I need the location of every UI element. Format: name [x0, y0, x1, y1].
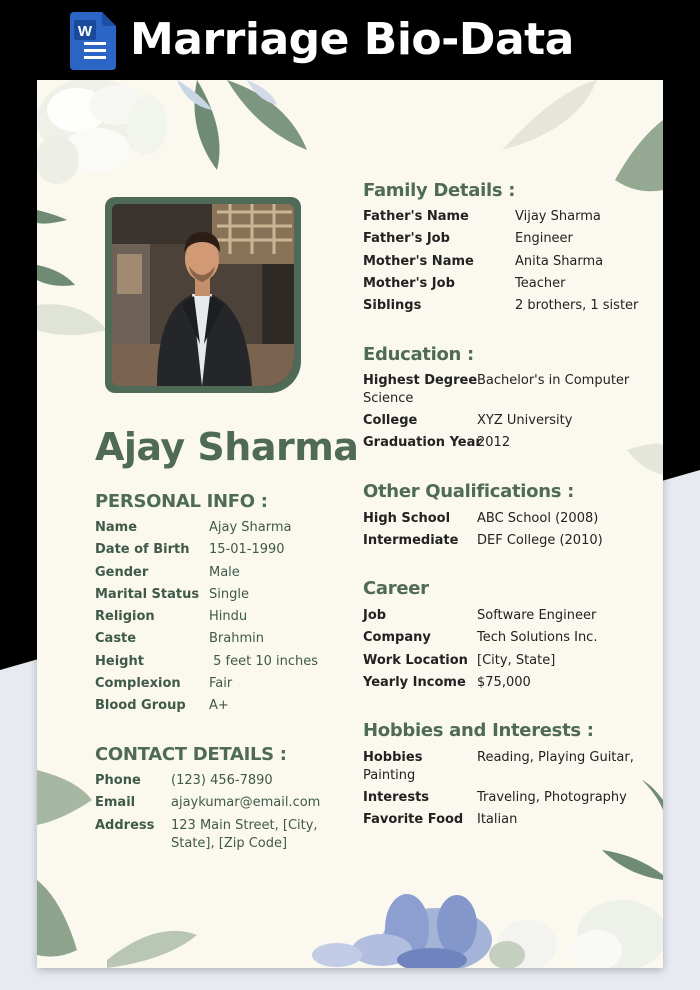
field-value: ABC School (2008) [477, 511, 599, 526]
email-value: ajaykumar@email.com [171, 795, 321, 811]
field-value: Anita Sharma [515, 253, 604, 269]
field-label: College [363, 413, 418, 428]
field-label: Mother's Name [363, 253, 474, 269]
field-value: Male [209, 564, 240, 580]
field-label: Interests [363, 790, 430, 805]
personal-info-list [95, 517, 345, 718]
personal-info-row [95, 651, 345, 673]
other-qualifications-heading: Other Qualifications : [363, 481, 575, 502]
personal-info-row [95, 562, 345, 584]
field-value: Tech Solutions Inc. [477, 630, 598, 646]
family-row [363, 273, 653, 295]
contact-details-heading: CONTACT DETAILS : [95, 744, 287, 765]
field-label: Marital Status [95, 586, 200, 602]
career-row [363, 627, 653, 649]
career-list [363, 605, 653, 694]
field-label: Complexion [95, 676, 181, 692]
field-value: Fair [209, 676, 233, 692]
field-value: DEF College (2010) [477, 533, 603, 549]
word-icon [70, 12, 116, 70]
profile-photo-image [112, 204, 294, 386]
field-value: 2012 [477, 435, 511, 451]
field-label: Religion [95, 609, 155, 625]
contact-row [95, 792, 355, 814]
biodata-document [37, 80, 663, 968]
field-label: Father's Job [363, 231, 450, 247]
field-label: Email [95, 795, 136, 811]
field-label: Mother's Job [363, 275, 455, 291]
profile-photo [112, 204, 294, 386]
field-value: 2 brothers, 1 sister [515, 298, 639, 314]
career-row [363, 605, 653, 627]
contact-row [95, 770, 355, 792]
field-label: Graduation Year [363, 435, 482, 451]
personal-info-row [95, 517, 345, 539]
field-label: Siblings [363, 298, 422, 314]
field-label: Company [363, 630, 431, 646]
field-label: Height [95, 653, 144, 669]
field-value: Italian [477, 812, 518, 828]
education-list [363, 370, 653, 455]
field-value: Hindu [209, 609, 248, 625]
field-label: Favorite Food [363, 812, 464, 828]
field-label: Hobbies [363, 750, 423, 765]
header-bar [0, 0, 700, 80]
field-value-line2: Science [363, 391, 414, 406]
field-value: Single [209, 586, 249, 602]
field-value: 5 feet 10 inches [209, 653, 319, 669]
field-label: Gender [95, 564, 149, 580]
field-value: Software Engineer [477, 608, 597, 623]
hobbies-row [363, 747, 653, 787]
page-title: Marriage Bio-Data [130, 14, 574, 65]
hobbies-list [363, 747, 653, 832]
family-details-list [363, 206, 653, 317]
hobbies-row [363, 787, 653, 809]
field-value: [City, State] [477, 652, 556, 668]
field-value: Vijay Sharma [515, 209, 601, 224]
address-value-line2: State], [Zip Code] [171, 835, 288, 851]
education-row [363, 410, 653, 432]
field-label: Job [363, 608, 387, 623]
field-value: A+ [209, 698, 229, 714]
career-row [363, 672, 653, 694]
personal-info-heading: PERSONAL INFO : [95, 491, 268, 512]
career-heading: Career [363, 578, 429, 599]
field-label: Date of Birth [95, 542, 190, 558]
field-value: Brahmin [209, 631, 264, 647]
family-row [363, 295, 653, 317]
phone-value: (123) 456-7890 [171, 773, 273, 788]
field-label: Caste [95, 631, 137, 647]
personal-info-row [95, 628, 345, 650]
field-label: Name [95, 520, 138, 535]
field-label: Yearly Income [363, 674, 466, 690]
field-label: Father's Name [363, 209, 469, 224]
personal-info-row [95, 673, 345, 695]
education-row [363, 370, 653, 410]
field-value: Teacher [515, 275, 566, 291]
field-value: Ajay Sharma [209, 520, 292, 535]
personal-info-row [95, 539, 345, 561]
field-label: Phone [95, 773, 141, 788]
field-label: Address [95, 817, 155, 833]
contact-details-list [95, 770, 355, 855]
qualification-row [363, 508, 653, 530]
field-value: Engineer [515, 231, 573, 247]
family-row [363, 206, 653, 228]
personal-info-row [95, 695, 345, 717]
qualification-row [363, 530, 653, 552]
personal-info-row [95, 606, 345, 628]
address-value: 123 Main Street, [City, [171, 817, 318, 833]
field-value: $75,000 [477, 674, 531, 690]
other-qualifications-list [363, 508, 653, 553]
field-value: 15-01-1990 [209, 542, 285, 558]
field-label: Intermediate [363, 533, 459, 549]
personal-info-row [95, 584, 345, 606]
education-row [363, 432, 653, 454]
field-label: Blood Group [95, 698, 186, 714]
field-value: XYZ University [477, 413, 573, 428]
hobbies-heading: Hobbies and Interests : [363, 720, 594, 741]
hobbies-row [363, 809, 653, 831]
field-value: Reading, Playing Guitar, [477, 750, 634, 765]
field-value-line2: Painting [363, 768, 416, 783]
word-icon-letter: W [77, 23, 93, 40]
family-row [363, 251, 653, 273]
field-label: Work Location [363, 652, 468, 668]
family-details-heading: Family Details : [363, 180, 516, 201]
field-label: High School [363, 511, 451, 526]
contact-row [95, 815, 355, 855]
person-name: Ajay Sharma [95, 425, 359, 469]
education-heading: Education : [363, 344, 474, 365]
field-value: Bachelor's in Computer [477, 373, 630, 388]
family-row [363, 228, 653, 250]
field-label: Highest Degree [363, 373, 478, 388]
career-row [363, 650, 653, 672]
profile-photo-frame [105, 197, 301, 393]
field-value: Traveling, Photography [477, 790, 627, 805]
